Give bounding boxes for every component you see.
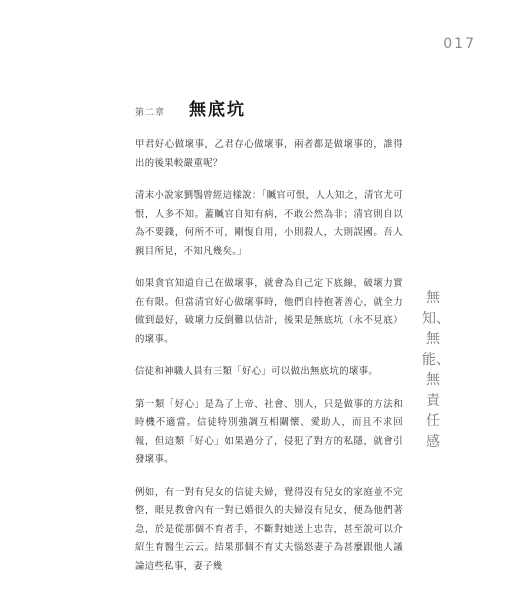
chapter-title: 無底坑 [189, 100, 247, 120]
chapter-heading [135, 95, 246, 120]
paragraph-6: 例如，有一對有兒女的信徒夫婦，覺得沒有兒女的家庭並不完整，眼見教會內有一對已婚很久的夫婦沒有兒女，便為他們著急，於是從那個不育者手，不斷對她送上忠告，甚至說可以介紹生育醫生云云。結果那個不育丈夫惱怒妻子為甚麼跟他人議論這些私事，妻子幾 [135, 486, 403, 572]
paragraph-5: 第一類「好心」是為了上帝、社會、別人，只是做事的方法和時機不適當。信徒特別強調互相關懷、愛助人，而且不求回報，但這類「好心」如果過分了，侵犯了對方的私隱，就會引發壞事。 [135, 398, 403, 465]
page-number: 017 [443, 36, 476, 52]
paragraph-3: 如果貪官知道自己在做壞事，就會為自己定下底線，破壞力實在有限。但當清官好心做壞事時，他們自持抱著善心，就全力做到最好，破壞力反倒難以估計，後果是無底坑（永不見底）的壞事。 [135, 278, 403, 345]
body-text [135, 136, 403, 590]
paragraph-2: 清末小說家劉鶚曾經這樣說：「贓官可恨，人人知之，清官尤可恨，人多不知。蓋贓官自知有病，不敢公然為非；清官則自以為不要錢，何所不可，剛愎自用，小則殺人，大則誤國。吾人親目所見，不知凡幾矣。」 [135, 190, 403, 257]
section-side-tab: 無知、無能、無責任感 [422, 290, 450, 450]
paragraph-4: 信徒和神職人員有三類「好心」可以做出無底坑的壞事。 [135, 366, 379, 377]
chapter-label: 第二章 [135, 108, 166, 118]
paragraph-1: 甲君好心做壞事，乙君存心做壞事，兩者都是做壞事的，誰得出的後果較嚴重呢？ [135, 139, 403, 169]
